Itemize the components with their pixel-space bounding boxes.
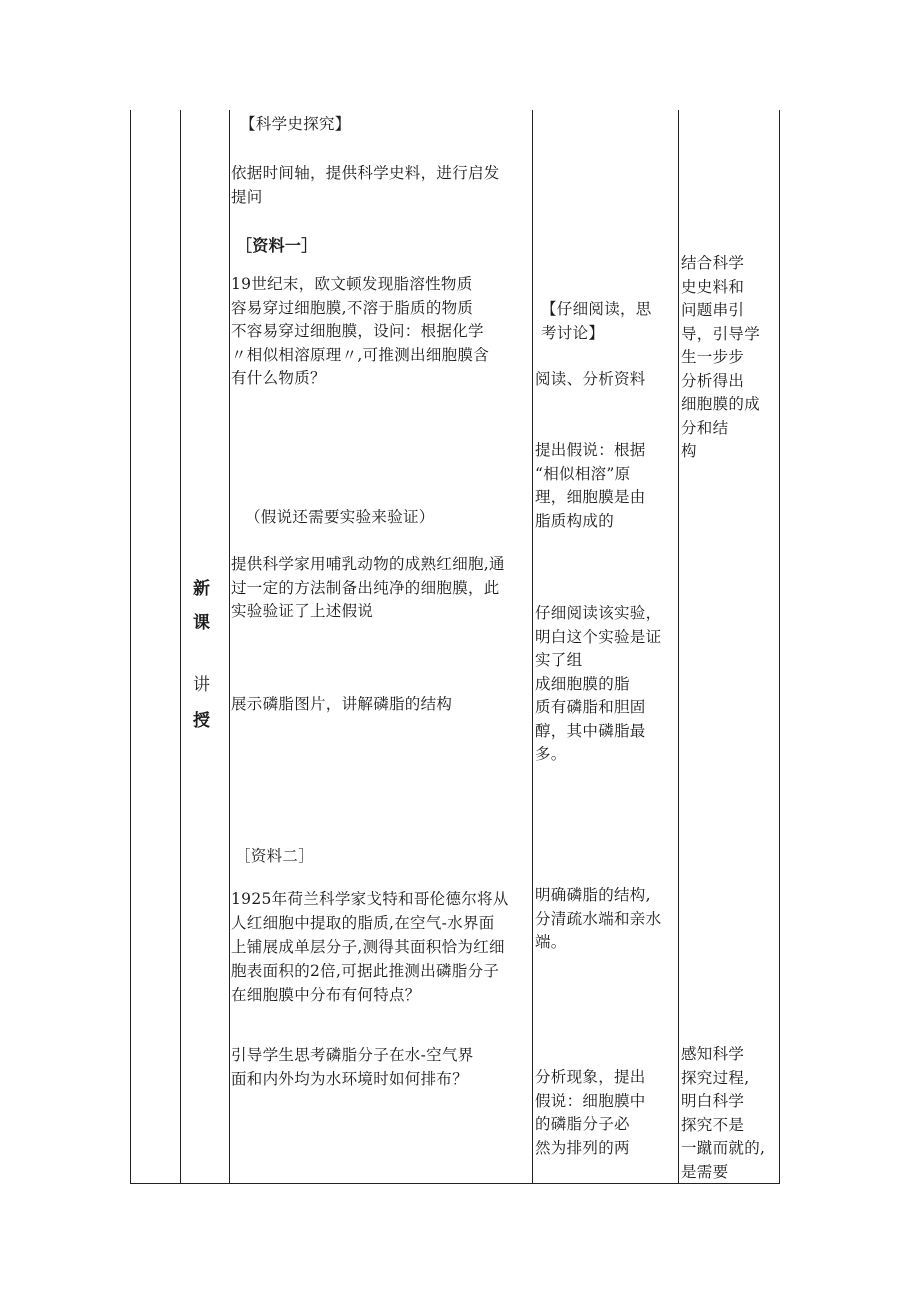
table-divider-4 bbox=[678, 110, 679, 1184]
experiment-text: 提供科学家用哺乳动物的成熟红细胞,通 过一定的方法制备出纯净的细胞膜，此 实验验证了上述假说 bbox=[231, 555, 505, 620]
table-divider-3 bbox=[532, 110, 533, 1184]
material1-text: 19世纪末，欧文顿发现脂溶性物质 容易穿过细胞膜,不溶于脂质的物质 不容易穿过细胞膜，设问：根据化学 〃相似相溶原理〃,可推测出细胞膜含 有什么物质？ bbox=[231, 275, 490, 387]
material1-title: ［资料一］ bbox=[236, 236, 318, 255]
table-divider-1 bbox=[180, 110, 181, 1184]
student-hypothesis-text: 提出假说：根据 “相似相溶”原 理，细胞膜是由 脂质构成的 bbox=[535, 441, 646, 530]
student-analysis-text: 分析现象，提出 假说：细胞膜中 的磷脂分子必 然为排列的两 bbox=[535, 1068, 646, 1157]
analyze-text: 阅读、分析资料 bbox=[535, 370, 646, 388]
section-label-char-4: 授 bbox=[193, 711, 211, 731]
intent-text-2: 感知科学 探究过程, 明白科学 探究不是 一蹴而就的, 是需要 bbox=[681, 1045, 766, 1181]
section-label-char-3: 讲 bbox=[193, 675, 211, 695]
science-history-header: 【科学史探究】 bbox=[240, 115, 351, 133]
student-structure-text: 明确磷脂的结构, 分清疏水端和亲水 端。 bbox=[535, 886, 662, 951]
material2-title: ［资料二］ bbox=[235, 847, 315, 865]
guide-text: 引导学生思考磷脂分子在水-空气界 面和内外均为水环境时如何排布？ bbox=[231, 1046, 474, 1088]
table-border-right bbox=[779, 110, 780, 1184]
hypothesis-note: （假说还需要实验来验证） bbox=[245, 508, 435, 526]
section-label-char-1: 新 bbox=[193, 579, 211, 599]
read-discuss-text: 【仔细阅读，思 考讨论】 bbox=[541, 300, 652, 342]
phospholipid-text: 展示磷脂图片，讲解磷脂的结构 bbox=[231, 695, 453, 713]
material2-text: 1925年荷兰科学家戈特和哥伦德尔将从 人红细胞中提取的脂质,在空气-水界面 上铺展成单层分子,测得其面积恰为红细 胞表面积的2倍,可据此推测出磷脂分子 在细胞膜中分布有何特点？ bbox=[231, 890, 509, 1004]
intent-text-1: 结合科学 史史料和 问题串引 导，引导学 生一步步 分析得出 细胞膜的成 分和结 构 bbox=[681, 254, 761, 460]
table-divider-2 bbox=[229, 110, 230, 1184]
table-border-left bbox=[130, 110, 131, 1184]
intro-text: 依据时间轴，提供科学史料，进行启发 提问 bbox=[231, 164, 500, 206]
section-label-char-2: 课 bbox=[193, 613, 211, 633]
student-experiment-text: 仔细阅读该实验， 明白这个实验是证 实了组 成细胞膜的脂 质有磷脂和胆固 醇，其中磷脂最 多。 bbox=[535, 604, 662, 763]
